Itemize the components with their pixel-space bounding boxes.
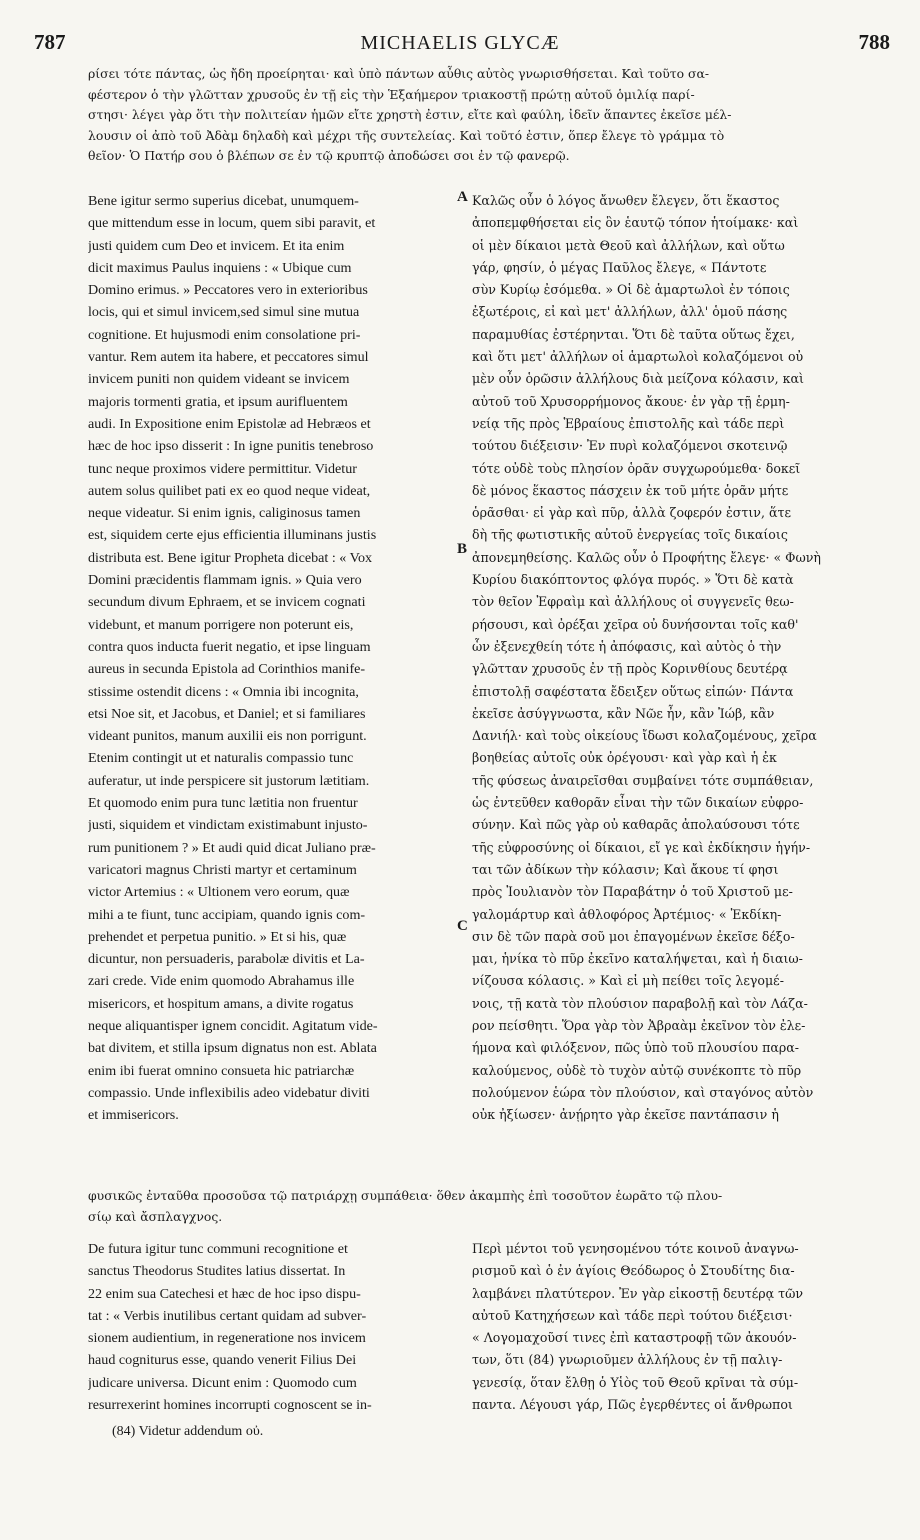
text-line: misericors, et hospitum amans, a divite rogatus — [88, 995, 354, 1012]
text-line: ἀποπεμφθήσεται εἰς ὃν ἑαυτῷ τόπον ἡτοίμακε· καὶ — [472, 215, 799, 231]
text-line: τῆς φύσεως ἀναιρεῖσθαι συμβαίνει τότε συμπάθειαν, — [472, 772, 814, 788]
text-line: καὶ ὅτι μετ' ἀλλήλων οἱ ἁμαρτωλοὶ κολαζόμενοι οὐ — [472, 349, 804, 365]
text-line: νοις, τῇ κατὰ τὸν πλούσιον παραβολῇ καὶ τὸν Λάζα- — [472, 995, 808, 1011]
top-greek-passage — [88, 64, 890, 167]
text-line: ἐπιστολῇ σαφέστατα ἔδειξεν οὕτως εἰπών· Πάντα — [472, 683, 794, 699]
text-line: secundum divum Ephraem, et se invicem cognati — [88, 594, 366, 611]
text-line: etsi Noe sit, et Jacobus, et Daniel; et si familiares — [88, 705, 366, 722]
text-line: victor Artemius : « Ultionem vero eorum, quæ — [88, 884, 350, 901]
running-header — [30, 30, 890, 64]
text-line: ρον πείσθητι. Ὅρα γὰρ τὸν Ἀβραὰμ ἐκεῖνον τὸν ἐλε- — [472, 1017, 806, 1033]
text-line: νείᾳ τῆς πρὸς Ἑβραίους ἐπιστολῆς καὶ τάδε περὶ — [472, 415, 785, 431]
text-line: neque videatur. Si enim ignis, caliginosus tamen — [88, 505, 361, 522]
text-line: « Λογομαχοῦσί τινες ἐπὶ καταστροφῇ τῶν ἀκουόν- — [472, 1330, 797, 1346]
text-line: ἀπονεμηθείσης. Καλῶς οὖν ὁ Προφήτης ἔλεγε· « Φωνὴ — [472, 549, 821, 565]
text-line: καλούμενος, οὐδὲ τὸ τυχὸν αὐτῷ συνέκοπτε τὸ πῦρ — [472, 1062, 802, 1078]
text-line: ρισμοῦ καὶ ὁ ἐν ἁγίοις Θεόδωρος ὁ Στουδίτης δια- — [472, 1263, 795, 1279]
text-line: haud cogniturus esse, quando venerit Filius Dei — [88, 1352, 357, 1369]
text-line: tunc neque proximos videre permittitur. Videtur — [88, 460, 357, 477]
text-line: μὲν οὖν ὁρῶσιν ἀλλήλους διὰ μείζονα κόλασιν, καὶ — [472, 371, 804, 387]
right-page-number: 788 — [858, 30, 890, 54]
text-line: Περὶ μέντοι τοῦ γενησομένου τότε κοινοῦ ἀναγνω- — [472, 1241, 799, 1256]
text-line: σὺν Κυρίῳ ἐσόμεθα. » Οἱ δὲ ἁμαρτωλοὶ ἐν τόποις — [472, 282, 790, 298]
text-line: vantur. Rem autem ita habere, et peccatores simul — [88, 349, 369, 366]
text-line: distributa est. Bene igitur Propheta dicebat : « Vox — [88, 549, 373, 566]
text-line: μαι, ἡνίκα τὸ πῦρ ἐκεῖνο καταλήψεται, καὶ ἡ διαιω- — [472, 951, 803, 967]
text-line: Et quomodo enim pura tunc lætitia non fruentur — [88, 795, 358, 812]
text-line: enim ibi fuerat omnino consueta hic patriarchæ — [88, 1062, 355, 1079]
text-line: mihi a te fiunt, tunc accipiam, quando ignis com- — [88, 906, 366, 923]
text-line: ἐκεῖσε ἀσύγγνωστα, κἂν Νῶε ἦν, κἂν Ἰώβ, κἂν — [472, 705, 775, 721]
text-line: δὴ τῆς φωτιστικῆς αὐτοῦ ἐνεργείας τοῖς δικαίοις — [472, 527, 788, 543]
section-marker-a: A — [457, 189, 468, 205]
running-title: MICHAELIS GLYCÆ — [360, 32, 560, 54]
text-line: dicuntur, non persuaderis, parabolæ divitis et La- — [88, 951, 365, 968]
latin-column-lower — [88, 1238, 458, 1416]
text-line: sanctus Theodorus Studites latius dissertat. In — [88, 1263, 346, 1280]
text-line: est, siquidem certe ejus efficientia illuminans justis — [88, 527, 377, 544]
text-line: γάρ, φησίν, ὁ μέγας Παῦλος ἔλεγε, « Πάντοτε — [472, 259, 767, 275]
text-line: οὐκ ἠξίωσεν· ἀνῄρητο γὰρ ἐκεῖσε παντάπασιν ἡ — [472, 1107, 779, 1123]
text-line: των, ὅτι (84) γνωριοῦμεν ἀλλήλους ἐν τῇ παλιγ- — [472, 1352, 783, 1368]
text-line: αὐτοῦ Κατηχήσεων καὶ τάδε περὶ τούτου διέξεισι· — [472, 1307, 793, 1323]
text-line: rum punitionem ? » Et audi quid dicat Juliano præ- — [88, 839, 376, 856]
text-line: σιν δὲ τῶν παρὰ σοῦ μοι ἐπαγομένων ἐκεῖσε δέξο- — [472, 928, 795, 944]
text-line: γλῶτταν χρυσοῦς ἐν τῇ πρὸς Κορινθίους δευτέρᾳ — [472, 661, 788, 677]
text-line: ὡς ἐντεῦθεν καθορᾶν εἶναι τὴν τῶν δικαίων εὐφρο- — [472, 795, 804, 811]
text-line: varicatori magnus Christi martyr et certaminum — [88, 861, 357, 878]
text-line: Domini præcidentis flammam ignis. » Quia vero — [88, 572, 362, 589]
text-line: que mittendum esse in locum, quem sibi paravit, et — [88, 215, 376, 232]
text-line: Bene igitur sermo superius dicebat, unumquem- — [88, 193, 359, 209]
footnote: (84) Videtur addendum οὐ. — [112, 1424, 264, 1439]
text-line: ρήσουσι, καὶ ὀρέξαι χεῖρα οὐ δυνήσονται τοῖς καθ' — [472, 616, 799, 632]
text-line: γενεσίᾳ, ὅταν ἔλθῃ ὁ Υἱὸς τοῦ Θεοῦ κρῖναι τὰ σύμ- — [472, 1374, 799, 1390]
text-line: ήμονα καὶ φιλόξενον, πῶς ὑπὸ τοῦ πλουσίου παρα- — [472, 1040, 800, 1056]
left-page-number: 787 — [34, 30, 66, 54]
text-line: aureus in secunda Epistola ad Corinthios manife- — [88, 661, 366, 678]
text-line: Δανιήλ· καὶ τοὺς οἰκείους ἴδωσι κολαζομένους, χεῖρα — [472, 728, 817, 744]
text-line: judicare universa. Dicunt enim : Quomodo cum — [88, 1374, 357, 1391]
text-line: ὧν ἐξενεχθείη τότε ἡ ἀπόφασις, καὶ αὐτὸς ὁ τὴν — [472, 638, 782, 654]
latin-column-upper — [88, 190, 458, 1126]
mid-greek-passage — [88, 1186, 890, 1227]
text-line: videbunt, et manum porrigere non poterunt eis, — [88, 616, 354, 633]
text-line: videant punitos, manum auxilii eis non porrigunt. — [88, 728, 367, 745]
text-line: justi quidem cum Deo et invicem. Et ita enim — [88, 237, 345, 254]
greek-column-upper — [472, 190, 892, 1126]
greek-column-lower — [472, 1238, 892, 1416]
text-line: sionem audientium, in regeneratione nos invicem — [88, 1330, 366, 1347]
text-line: stissime ostendit dicens : « Omnia ibi incognita, — [88, 683, 359, 700]
text-line: et immisericors. — [88, 1107, 179, 1124]
text-line: autem solus quilibet pati ex eo quod neque videat, — [88, 482, 371, 499]
text-line: locis, qui et simul invicem,sed simul sine mutua — [88, 304, 360, 321]
text-line: φυσικῶς ἐνταῦθα προσοῦσα τῷ πατριάρχῃ συμπάθεια· ὅθεν ἀκαμπὴς ἐπὶ τοσοῦτον ἑωρᾶτο τῷ πλου- — [88, 1188, 723, 1203]
text-line: σίῳ καὶ ἄσπλαγχνος. — [88, 1208, 223, 1224]
text-line: σύνην. Καὶ πῶς γὰρ οὐ καθαρᾶς ἀπολαύσουσι τότε — [472, 817, 800, 833]
text-line: cognitione. Et hujusmodi enim consolatione pri- — [88, 326, 361, 343]
text-line: neque aliquantisper ignem concidit. Agitatum vide- — [88, 1017, 378, 1034]
text-line: τότε οὐδὲ τοὺς πλησίον ὁρᾶν συγχωρούμεθα· δοκεῖ — [472, 460, 801, 476]
text-line: Domino erimus. » Peccatores vero in exterioribus — [88, 282, 368, 299]
text-line: ἐξωτέροις, εἰ καὶ μετ' ἀλλήλων, ἀλλ' ὁμοῦ πάσης — [472, 304, 788, 320]
text-line: τὸν θεῖον Ἐφραὶμ καὶ ἀλλήλους οἱ συγγενεῖς θεω- — [472, 594, 794, 610]
text-line: τῆς εὐφροσύνης οἱ δίκαιοι, εἴ γε καὶ ἐκδίκησιν ἡγήν- — [472, 839, 811, 855]
text-line: justi, siquidem et vindictam existimabunt injusto- — [88, 817, 368, 834]
text-line: νίζουσα κόλασις. » Καὶ εἰ μὴ πείθει τοῖς λεγομέ- — [472, 973, 784, 989]
text-line: θεῖον· Ὁ Πατήρ σου ὁ βλέπων σε ἐν τῷ κρυπτῷ ἀποδώσει σοι ἐν τῷ φανερῷ. — [88, 148, 570, 163]
text-line: 22 enim sua Catechesi et hæc de hoc ipso dispu- — [88, 1285, 361, 1302]
text-line: παντα. Λέγουσι γάρ, Πῶς ἐγερθέντες οἱ ἄνθρωποι — [472, 1397, 793, 1413]
text-line: ρίσει τότε πάντας, ὡς ἤδη προείρηται· καὶ ὑπὸ πάντων αὖθις αὐτὸς γνωρισθήσεται. Καὶ τοῦτο σα- — [88, 66, 710, 81]
text-line: ται τῶν ἀδίκων τὴν κόλασιν; Καὶ ἄκουε τί φησι — [472, 861, 779, 877]
text-line: De futura igitur tunc communi recognitione et — [88, 1241, 348, 1257]
text-line: prehendet et perpetua punitio. » Et si his, quæ — [88, 928, 347, 945]
text-line: αὐτοῦ τοῦ Χρυσορρήμονος ἄκουε· ἐν γὰρ τῇ ἑρμη- — [472, 393, 790, 409]
text-line: hæc de hoc ipso disserit : In igne punitis tenebroso — [88, 438, 374, 455]
text-line: resurrexerint homines incorrupti cognoscent se in- — [88, 1397, 372, 1414]
text-line: bat divitem, et stilla ipsum dignatus non est. Ablata — [88, 1040, 377, 1057]
text-line: λουσιν οἱ ἀπὸ τοῦ Ἀδὰμ δηλαδὴ καὶ μέχρι τῆς συντελείας. Καὶ τοῦτό ἐστιν, ὅπερ ἔλεγε τὸ γράμμα τὸ — [88, 127, 725, 143]
text-line: dicit maximus Paulus inquiens : « Ubique cum — [88, 259, 352, 276]
text-line: contra quos inducta fuerit negatio, et ipse linguam — [88, 638, 371, 655]
text-line: τούτου διέξεισιν· Ἐν πυρὶ κολαζόμενοι σκοτεινῷ — [472, 438, 788, 454]
section-marker-b: B — [457, 541, 468, 557]
text-line: invicem puniti non quidem videant se invicem — [88, 371, 350, 388]
text-line: φέστερον ὁ τὴν γλῶτταν χρυσοῦς ἐν τῇ εἰς τὴν Ἑξαήμερον τριακοστῇ πρώτῃ αὐτοῦ ὁμιλίᾳ παρί- — [88, 86, 695, 102]
text-line: δὲ μόνος ἕκαστος πάσχειν ἐκ τοῦ μήτε ὁρᾶν μήτε — [472, 482, 789, 498]
text-line: βοηθείας αὐτοῖς οὐκ ὀρέγουσι· καὶ γὰρ καὶ ἡ ἐκ — [472, 750, 777, 766]
section-marker-c: C — [457, 918, 468, 934]
text-line: Κυρίου διακόπτοντος φλόγα πυρός. » Ὅτι δὲ κατὰ — [472, 572, 794, 588]
text-line: Καλῶς οὖν ὁ λόγος ἄνωθεν ἔλεγεν, ὅτι ἕκαστος — [472, 193, 780, 208]
text-line: ὁρᾶσθαι· εἰ γὰρ καὶ πῦρ, ἀλλὰ ζοφερόν ἐστιν, ἅτε — [472, 505, 791, 521]
text-line: compassio. Unde inflexibilis adeo videbatur diviti — [88, 1084, 370, 1101]
text-line: auferatur, ut inde perspicere sit justorum lætitiam. — [88, 772, 370, 789]
text-line: γαλομάρτυρ καὶ ἀθλοφόρος Ἀρτέμιος· « Ἐκδίκη- — [472, 906, 782, 922]
text-line: audi. In Expositione enim Epistolæ ad Hebræos et — [88, 415, 371, 432]
text-line: πρὸς Ἰουλιανὸν τὸν Παραβάτην ὁ τοῦ Χριστοῦ με- — [472, 884, 793, 900]
text-line: majoris tormenti gratia, et ipsum aurifluentem — [88, 393, 348, 410]
text-line: λαμβάνει πλατύτερον. Ἐν γὰρ εἰκοστῇ δευτέρᾳ τῶν — [472, 1285, 804, 1301]
text-line: παραμυθίας ἐστέρηνται. Ὅτι δὲ ταῦτα οὕτως ἔχει, — [472, 326, 795, 342]
text-line: tat : « Verbis inutilibus certant quidam ad subver- — [88, 1307, 367, 1324]
text-line: οἱ μὲν δίκαιοι μετὰ Θεοῦ καὶ ἀλλήλων, καὶ οὕτω — [472, 237, 785, 253]
text-line: στησι· λέγει γὰρ ὅτι τὴν πολιτείαν ἡμῶν εἴτε χρηστὴ ἐστιν, εἴτε καὶ φαύλη, ἰδεῖν ἅπαντες ἐκεῖσε μέλ- — [88, 107, 732, 122]
text-line: zari crede. Vide enim quomodo Abrahamus ille — [88, 973, 355, 990]
text-line: πολούμενον ἑώρα τὸν πλούσιον, καὶ σταγόνος αὐτὸν — [472, 1084, 814, 1100]
text-line: Etenim contingit ut et naturalis compassio tunc — [88, 750, 354, 767]
